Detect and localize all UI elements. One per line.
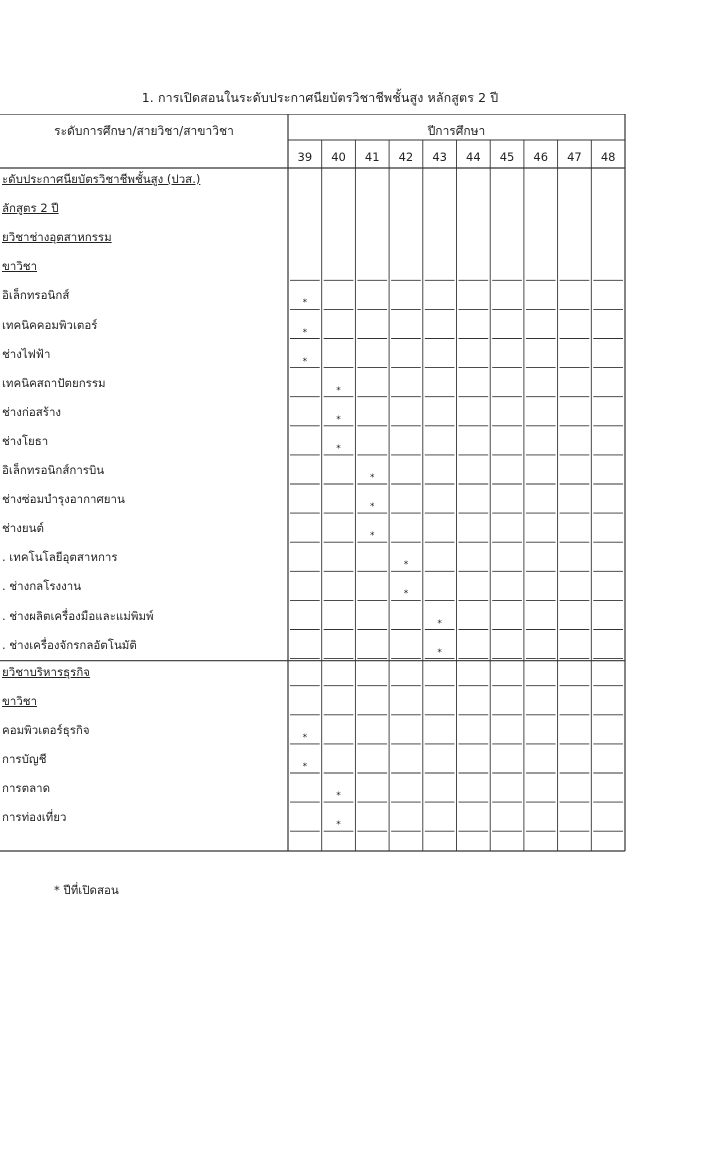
program-name: การตลาด [2, 781, 51, 796]
opening-year-mark: * [336, 385, 341, 396]
year-header-41: 41 [364, 150, 380, 164]
opening-year-mark: * [336, 414, 341, 425]
opening-year-mark: * [369, 502, 375, 513]
program-name: . เทคโนโลยีอุตสาหการ [2, 550, 118, 565]
opening-year-mark: * [302, 356, 308, 367]
year-header-44: 44 [466, 150, 481, 164]
year-header-43: 43 [432, 150, 447, 164]
program-name: ช่างโยธา [2, 433, 49, 448]
year-header-47: 47 [567, 150, 582, 164]
program-name: . ช่างกลโรงงาน [2, 579, 82, 594]
year-header-48: 48 [600, 150, 616, 164]
program-name: อิเล็กทรอนิกส์การบิน [2, 463, 105, 477]
section-heading: ลักสูตร 2 ปี [2, 201, 59, 216]
program-name: การท่องเที่ยว [2, 810, 67, 825]
opening-year-mark: * [336, 443, 341, 454]
program-name: คอมพิวเตอร์ธุรกิจ [2, 722, 90, 737]
page-title: 1. การเปิดสอนในระดับประกาศนียบัตรวิชาชีพชั้นสูง หลักสูตร 2 ปี [141, 90, 499, 105]
opening-year-mark: * [302, 732, 308, 743]
year-header-40: 40 [331, 150, 346, 164]
section-heading: ขาวิชา [2, 693, 38, 708]
opening-year-mark: * [369, 531, 375, 542]
opening-year-mark: * [403, 560, 409, 571]
opening-year-mark: * [302, 762, 308, 772]
program-name: . ช่างผลิตเครื่องมือและแม่พิมพ์ [2, 608, 154, 623]
section-heading: ยวิชาบริหารธุรกิจ [2, 664, 91, 679]
program-name: ช่างไฟฟ้า [2, 346, 51, 361]
section-heading: ะดับประกาศนียบัตรวิชาชีพชั้นสูง (ปวส.) [2, 172, 201, 186]
footnote: * ปีที่เปิดสอน [54, 883, 119, 897]
program-name: ช่างก่อสร้าง [2, 404, 62, 419]
year-header-45: 45 [499, 150, 515, 164]
program-name: เทคนิคคอมพิวเตอร์ [2, 317, 98, 332]
year-header-46: 46 [533, 150, 549, 164]
opening-year-mark: * [302, 327, 308, 338]
section-heading: ขาวิชา [2, 259, 38, 274]
program-name: อิเล็กทรอนิกส์ [2, 288, 70, 303]
header-years-label: ปีการศึกษา [427, 124, 486, 138]
program-name: เทคนิคสถาปัตยกรรม [2, 375, 106, 390]
program-name: การบัญชี [2, 752, 47, 766]
year-header-39: 39 [297, 150, 313, 164]
opening-year-mark: * [369, 473, 375, 483]
program-name: ช่างยนต์ [2, 521, 44, 536]
opening-year-mark: * [403, 589, 409, 600]
opening-year-mark: * [437, 618, 442, 629]
program-name: . ช่างเครื่องจักรกลอัตโนมัติ [2, 637, 137, 652]
opening-year-mark: * [437, 647, 442, 658]
program-name: ช่างซ่อมบำรุงอากาศยาน [2, 492, 125, 507]
opening-year-mark: * [336, 791, 341, 802]
opening-year-mark: * [302, 298, 308, 309]
year-header-42: 42 [398, 150, 414, 164]
header-level-label: ระดับการศึกษา/สายวิชา/สาขาวิชา [54, 124, 234, 138]
section-heading: ยวิชาช่างอุตสาหกรรม [2, 230, 112, 245]
opening-year-mark: * [336, 820, 341, 831]
